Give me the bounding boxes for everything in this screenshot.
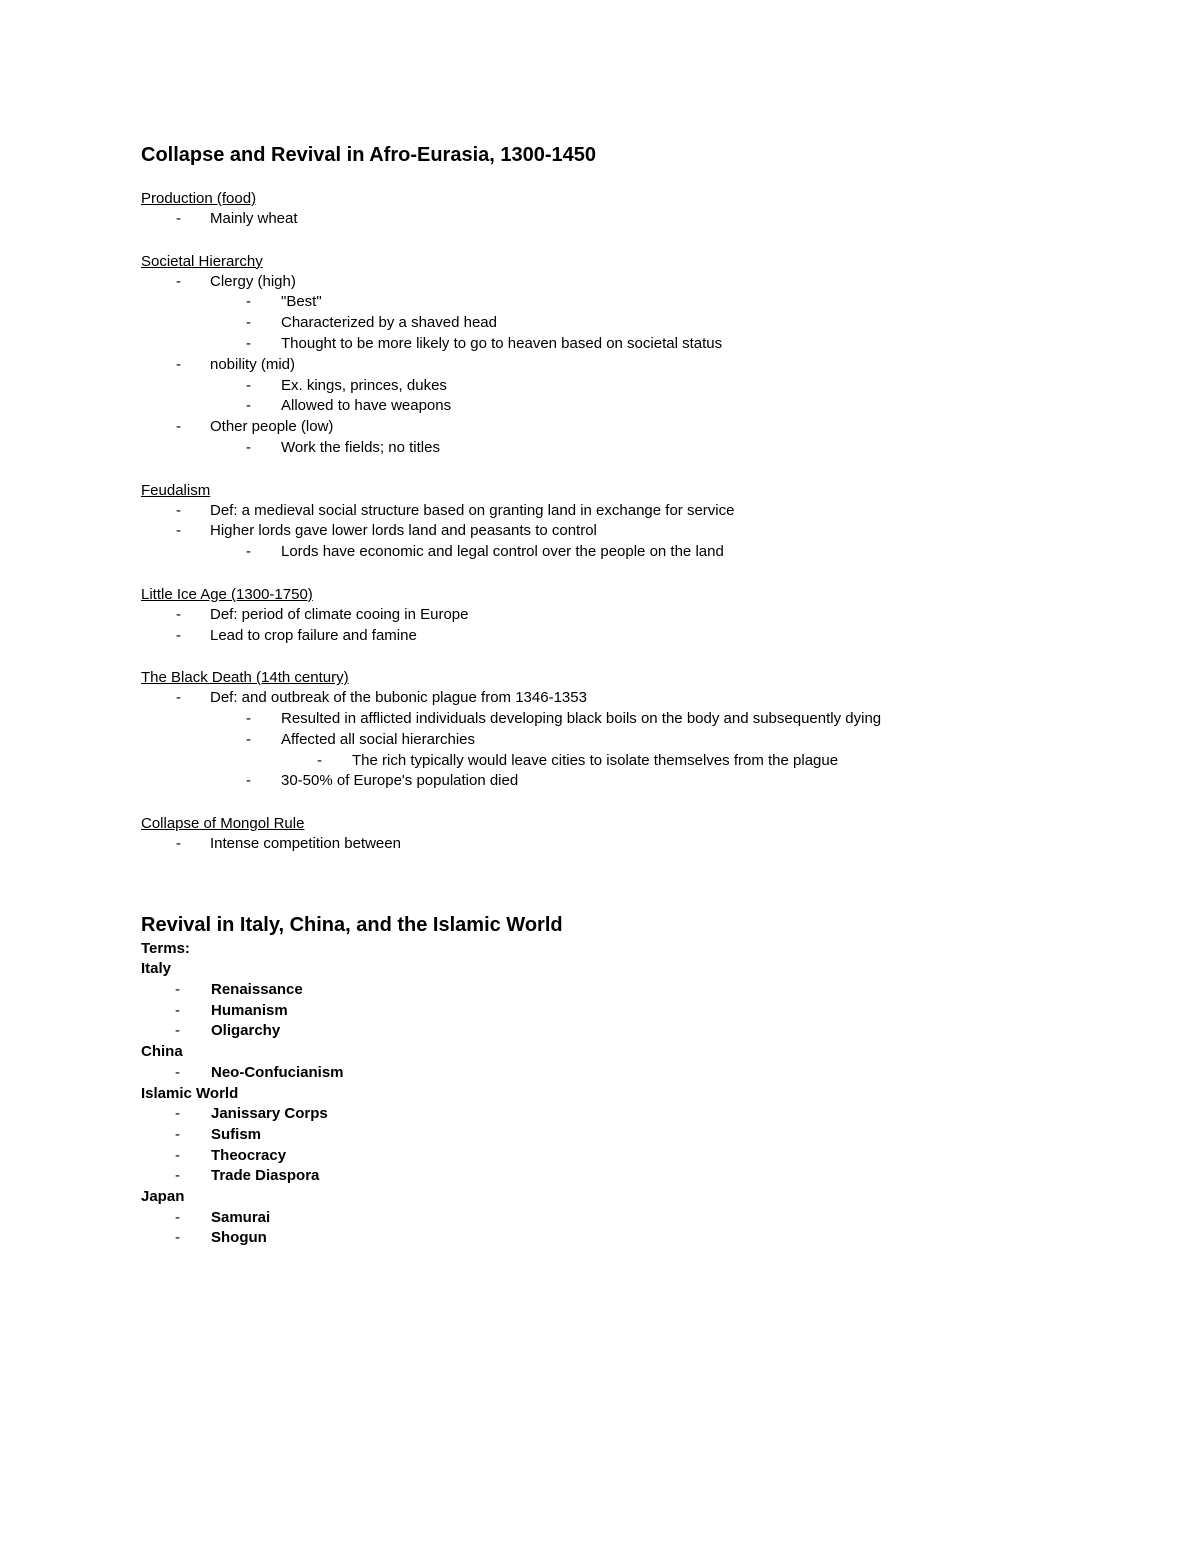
bullet-dash: -	[175, 1022, 180, 1040]
list-item	[141, 292, 1141, 313]
bullet-dash: -	[176, 522, 181, 540]
bullet-dash: -	[175, 1229, 180, 1247]
bullet-dash: -	[175, 1063, 180, 1081]
bullet-dash: -	[176, 689, 181, 707]
bullet-dash: -	[176, 834, 181, 852]
term-item	[141, 1208, 1141, 1229]
section-little-ice-age	[141, 584, 1141, 647]
term-text: Samurai	[211, 1208, 271, 1226]
section-societal-hierarchy	[141, 251, 1141, 459]
list-item	[141, 771, 1141, 792]
bullet-dash: -	[246, 334, 251, 352]
bullet-dash: -	[175, 1001, 180, 1019]
document-title: Collapse and Revival in Afro-Eurasia, 1300-1450	[141, 144, 597, 166]
list-item	[141, 709, 1141, 730]
list-item-text: Clergy (high)	[210, 272, 296, 290]
section-heading: Collapse of Mongol Rule	[141, 814, 305, 832]
list-item-text: Def: period of climate cooing in Europe	[210, 605, 469, 623]
region-heading: Islamic World	[141, 1084, 239, 1102]
term-item	[141, 1021, 1141, 1042]
term-item	[141, 1146, 1141, 1167]
list-item	[141, 272, 1141, 293]
list-item	[141, 688, 1141, 709]
bullet-dash: -	[246, 730, 251, 748]
list-item	[141, 313, 1141, 334]
section-mongol-rule	[141, 813, 1141, 855]
list-item	[141, 355, 1141, 376]
section-heading: Feudalism	[141, 481, 211, 499]
term-text: Shogun	[211, 1229, 267, 1247]
bullet-dash: -	[176, 501, 181, 519]
section-heading: The Black Death (14th century)	[141, 669, 349, 687]
list-item-text: Other people (low)	[210, 418, 334, 436]
section-heading: Societal Hierarchy	[141, 252, 263, 270]
section-production	[141, 188, 1141, 230]
term-text: Renaissance	[211, 981, 303, 999]
bullet-dash: -	[175, 1167, 180, 1185]
list-item-text: Resulted in afflicted individuals developing black boils on the body and subsequently dying	[281, 709, 882, 727]
term-text: Janissary Corps	[211, 1105, 328, 1123]
document-page	[141, 140, 1141, 1249]
bullet-dash: -	[317, 751, 322, 769]
bullet-dash: -	[176, 626, 181, 644]
term-item	[141, 1228, 1141, 1249]
region-heading: Japan	[141, 1187, 185, 1205]
list-item-text: Ex. kings, princes, dukes	[281, 376, 447, 394]
list-item	[141, 521, 1141, 542]
term-item	[141, 980, 1141, 1001]
revival-title: Revival in Italy, China, and the Islamic World	[141, 913, 563, 936]
list-item-text: Work the fields; no titles	[281, 438, 440, 456]
list-item-text: Def: a medieval social structure based on granting land in exchange for service	[210, 501, 735, 519]
list-item-text: Characterized by a shaved head	[281, 314, 497, 332]
bullet-dash: -	[175, 981, 180, 999]
list-item	[141, 376, 1141, 397]
list-item	[141, 605, 1141, 626]
section-heading: Little Ice Age (1300-1750)	[141, 585, 313, 603]
terms-label: Terms:	[141, 939, 190, 957]
bullet-dash: -	[176, 210, 181, 227]
bullet-dash: -	[175, 1125, 180, 1143]
term-item	[141, 1104, 1141, 1125]
term-item	[141, 1166, 1141, 1187]
bullet-dash: -	[175, 1146, 180, 1164]
list-item	[141, 396, 1141, 417]
list-item	[141, 834, 1141, 855]
bullet-dash: -	[176, 355, 181, 373]
bullet-dash: -	[175, 1105, 180, 1123]
term-text: Neo-Confucianism	[211, 1063, 344, 1081]
list-item-text: 30-50% of Europe's population died	[281, 772, 519, 790]
list-item-text: Lead to crop failure and famine	[210, 626, 417, 644]
list-item	[141, 626, 1141, 647]
list-item	[141, 334, 1141, 355]
list-item	[141, 542, 1141, 563]
list-item-text: Def: and outbreak of the bubonic plague from 1346-1353	[210, 689, 587, 707]
list-item	[141, 438, 1141, 459]
list-item	[141, 751, 1141, 772]
bullet-dash: -	[246, 293, 251, 311]
list-item-text: Intense competition between	[210, 834, 401, 852]
list-item-text: Allowed to have weapons	[281, 397, 452, 415]
list-item-text: Lords have economic and legal control over the people on the land	[281, 543, 724, 561]
bullet-dash: -	[175, 1208, 180, 1226]
list-item	[141, 209, 1141, 230]
list-item-text: Thought to be more likely to go to heaven based on societal status	[281, 334, 723, 352]
bullet-dash: -	[246, 438, 251, 456]
term-text: Oligarchy	[211, 1022, 281, 1040]
bullet-dash: -	[246, 772, 251, 790]
list-item-text: Affected all social hierarchies	[281, 730, 475, 748]
bullet-dash: -	[246, 314, 251, 332]
bullet-dash: -	[246, 376, 251, 394]
list-item	[141, 501, 1141, 522]
list-item-text: Higher lords gave lower lords land and peasants to control	[210, 522, 597, 540]
list-item-text: Mainly wheat	[210, 210, 298, 227]
list-item	[141, 417, 1141, 438]
bullet-dash: -	[246, 543, 251, 561]
list-item	[141, 730, 1141, 751]
region-heading: China	[141, 1043, 183, 1061]
bullet-dash: -	[176, 605, 181, 623]
term-text: Sufism	[211, 1125, 262, 1143]
region-heading: Italy	[141, 960, 172, 978]
section-black-death	[141, 667, 1141, 792]
term-item	[141, 1063, 1141, 1084]
list-item-text: "Best"	[281, 293, 322, 311]
bullet-dash: -	[176, 418, 181, 436]
term-text: Humanism	[211, 1001, 288, 1019]
bullet-dash: -	[246, 709, 251, 727]
list-item-text: nobility (mid)	[210, 355, 296, 373]
term-text: Trade Diaspora	[211, 1167, 320, 1185]
term-item	[141, 1001, 1141, 1022]
term-text: Theocracy	[211, 1146, 287, 1164]
section-feudalism	[141, 480, 1141, 563]
bullet-dash: -	[176, 272, 181, 290]
term-item	[141, 1125, 1141, 1146]
list-item-text: The rich typically would leave cities to isolate themselves from the plague	[352, 751, 839, 769]
bullet-dash: -	[246, 397, 251, 415]
section-heading: Production (food)	[141, 190, 257, 207]
